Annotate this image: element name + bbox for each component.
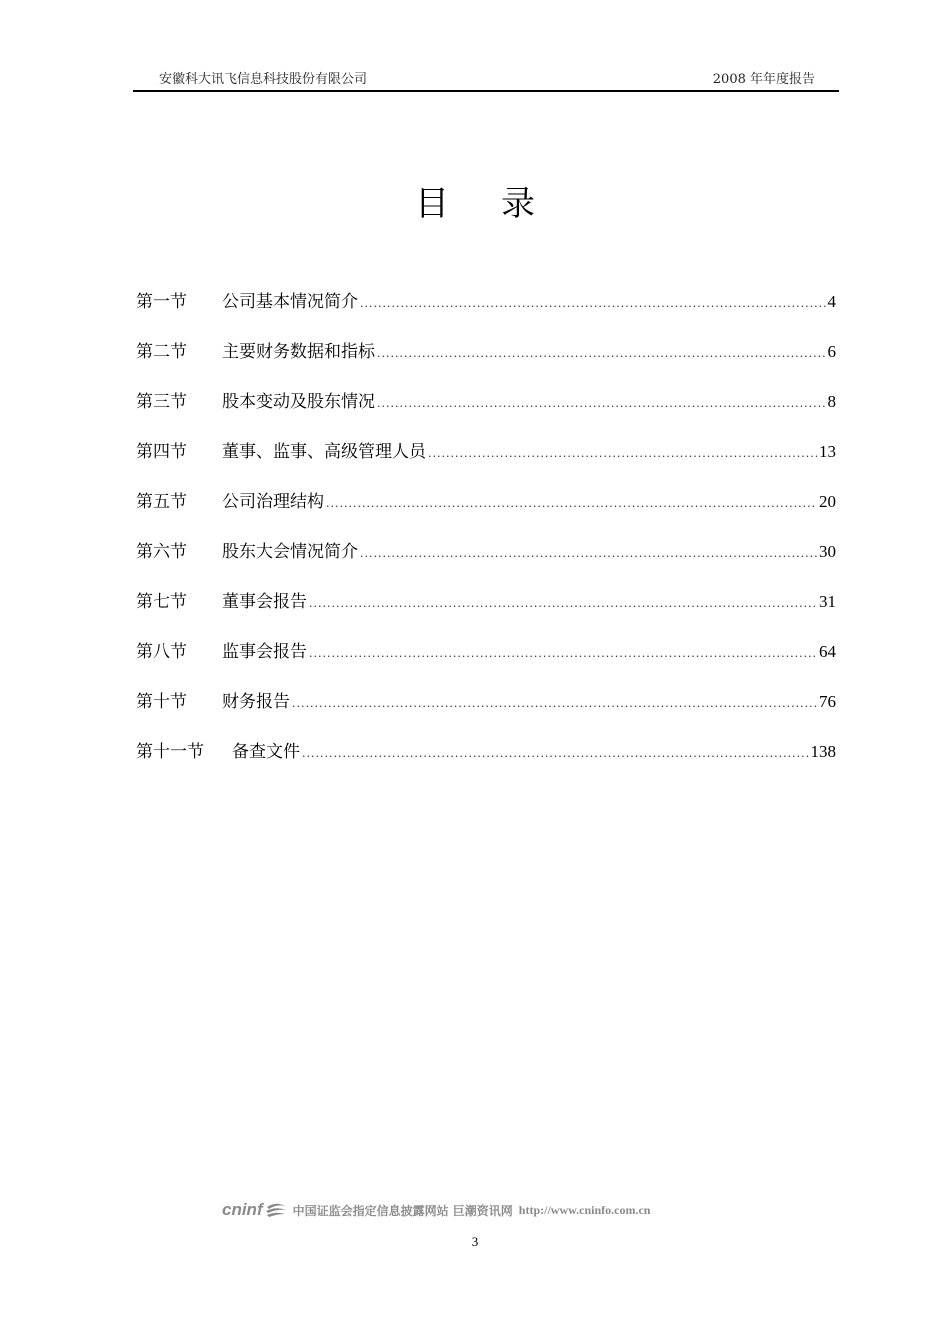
toc-entry-2[interactable] [136,337,836,387]
toc-entry-1[interactable] [136,287,836,337]
toc-entry-3[interactable] [136,387,836,437]
toc-entry-4[interactable] [136,437,836,487]
toc-section-title: 公司基本情况简介 [222,292,358,312]
toc-page-number: 20 [819,492,836,511]
toc-entry-8[interactable] [136,637,836,687]
toc-section-title: 备查文件 [232,742,300,762]
toc-section-title: 股东大会情况简介 [222,542,358,562]
toc-entry-7[interactable] [136,587,836,637]
toc-page-number: 30 [819,542,836,561]
toc-page-number: 6 [827,342,836,361]
toc-dot-leader [326,497,817,510]
toc-dot-leader [360,297,826,310]
toc-section-number: 第八节 [136,642,187,662]
toc-page-number: 76 [819,692,836,711]
header-report-title: 2008 年年度报告 [712,72,815,87]
page-footer [222,1198,650,1222]
toc-section-number: 第七节 [136,592,187,612]
toc-section-number: 第十节 [136,692,187,712]
toc-entry-9[interactable] [136,687,836,737]
toc-page-number: 31 [819,592,836,611]
page-header [133,64,839,92]
header-company-name: 安徽科大讯飞信息科技股份有限公司 [159,72,368,87]
toc-section-number: 第十一节 [136,742,204,762]
toc-entry-10[interactable] [136,737,836,787]
toc-section-number: 第四节 [136,442,187,462]
toc-section-title: 公司治理结构 [222,492,324,512]
toc-section-number: 第六节 [136,542,187,562]
toc-title: 目录 [415,184,587,224]
toc-entry-5[interactable] [136,487,836,537]
toc-dot-leader [302,747,809,760]
table-of-contents [136,287,836,787]
toc-dot-leader [377,347,826,360]
toc-page-number: 64 [819,642,836,661]
toc-section-title: 财务报告 [222,692,290,712]
toc-section-number: 第一节 [136,292,187,312]
toc-section-title: 主要财务数据和指标 [222,342,375,362]
toc-section-title: 董事、监事、高级管理人员 [222,442,426,462]
cninfo-logo: cninf [222,1200,263,1219]
toc-section-number: 第二节 [136,342,187,362]
footer-url-link[interactable]: http://www.cninfo.com.cn [518,1202,651,1217]
toc-page-number: 13 [819,442,836,461]
footer-site-name: 中国证监会指定信息披露网站 巨潮资讯网 [292,1203,513,1218]
toc-page-number: 4 [827,292,836,311]
toc-section-title: 监事会报告 [222,642,307,662]
toc-dot-leader [292,697,817,710]
toc-dot-leader [309,597,817,610]
toc-section-number: 第五节 [136,492,187,512]
toc-dot-leader [360,547,817,560]
toc-entry-6[interactable] [136,537,836,587]
toc-section-title: 股本变动及股东情况 [222,392,375,412]
toc-dot-leader [428,447,817,460]
cninfo-swirl-icon [265,1202,287,1218]
toc-dot-leader [309,647,817,660]
toc-section-title: 董事会报告 [222,592,307,612]
toc-page-number: 8 [827,392,836,411]
toc-section-number: 第三节 [136,392,187,412]
page-number: 3 [471,1234,479,1249]
toc-dot-leader [377,397,826,410]
toc-page-number: 138 [810,742,836,761]
